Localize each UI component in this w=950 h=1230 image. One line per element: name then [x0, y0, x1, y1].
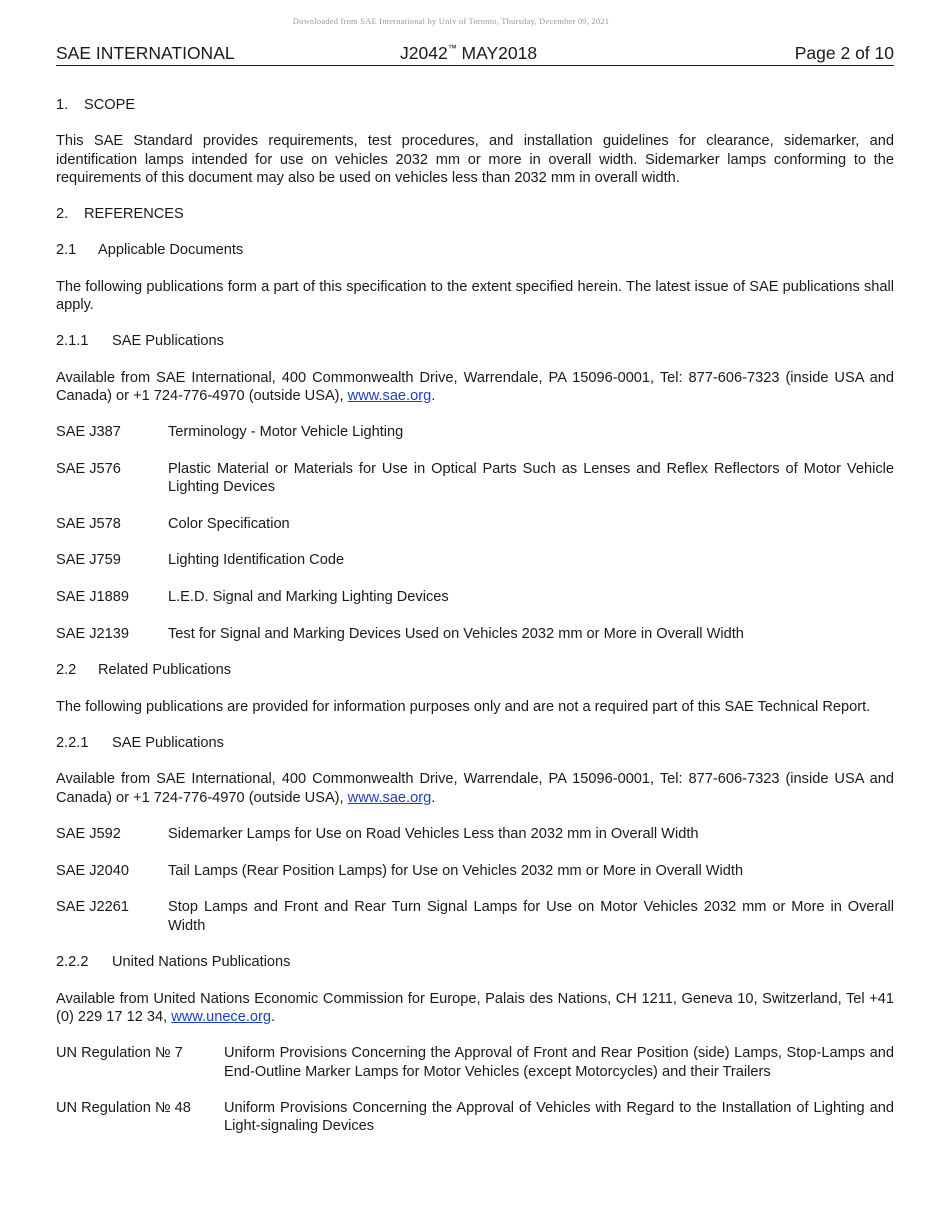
- reference-item: SAE J387 Terminology - Motor Vehicle Lighting: [56, 424, 404, 441]
- reference-item: SAE J2139 Test for Signal and Marking Devices Used on Vehicles 2032 mm or More in Overall Width: [56, 625, 744, 642]
- reference-item: UN Regulation № 48 Uniform Provisions Concerning the Approval of Vehicles with Regard to the Installation of Lighting and Light-signaling Devices: [56, 1100, 894, 1135]
- reference-item: SAE J2261 Stop Lamps and Front and Rear Turn Signal Lamps for Use on Motor Vehicles 2032 mm or More in Overall Width: [56, 899, 894, 934]
- section-related-sae-heading: 2.2.1 SAE Publications: [56, 734, 224, 751]
- section-references-heading: 2. REFERENCES: [56, 206, 184, 223]
- trademark-mark: ™: [447, 43, 457, 53]
- un-availability-paragraph: Available from United Nations Economic Commission for Europe, Palais des Nations, CH 1211, Geneva 10, Switzerland, Tel +41 (0) 229 17 12 34, www.unece.org.: [56, 990, 894, 1026]
- page-header: [56, 43, 894, 66]
- reference-item: SAE J576 Plastic Material or Materials for Use in Optical Parts Such as Lenses and Reflex Reflectors of Motor Vehicle Lighting Devices: [56, 461, 894, 496]
- reference-item: SAE J2040 Tail Lamps (Rear Position Lamps) for Use on Vehicles 2032 mm or More in Overall Width: [56, 862, 744, 879]
- reference-item: SAE J1889 L.E.D. Signal and Marking Lighting Devices: [56, 588, 449, 605]
- scope-paragraph: This SAE Standard provides requirements, test procedures, and installation guidelines for clearance, sidemarker, and identification lamps intended for use on vehicles 2032 mm or more in overall width. Sidemarker lamps conforming to the requirements of this document may also be used on vehicles less than 2032 mm in overall width.: [56, 133, 894, 186]
- sae-website-link[interactable]: www.sae.org: [347, 387, 432, 404]
- section-un-publications-heading: 2.2.2 United Nations Publications: [56, 954, 291, 971]
- section-scope-heading: 1. SCOPE: [56, 97, 136, 113]
- document-body: [56, 96, 894, 1136]
- related-sae-availability-paragraph: Available from SAE International, 400 Commonwealth Drive, Warrendale, PA 15096-0001, Tel: 877-606-7323 (inside USA and Canada) or +1 724-776-4970 (outside USA), www.sae.org.: [56, 771, 894, 806]
- header-page-number: Page 2 of 10: [794, 43, 894, 63]
- header-doc-id: J2042™ MAY2018: [400, 43, 538, 63]
- section-applicable-heading: 2.1 Applicable Documents: [56, 242, 244, 259]
- section-sae-publications-heading: 2.1.1 SAE Publications: [56, 333, 224, 350]
- header-org: SAE INTERNATIONAL: [56, 43, 235, 63]
- related-paragraph: The following publications are provided for information purposes only and are not a required part of this SAE Technical Report.: [56, 698, 871, 715]
- applicable-reference-list: [56, 423, 894, 643]
- un-reference-list: [56, 1044, 894, 1135]
- reference-item: SAE J759 Lighting Identification Code: [56, 552, 345, 569]
- unece-website-link[interactable]: www.unece.org: [171, 1009, 271, 1026]
- related-reference-list: [56, 825, 894, 935]
- reference-item: SAE J592 Sidemarker Lamps for Use on Road Vehicles Less than 2032 mm in Overall Width: [56, 826, 699, 843]
- sae-availability-paragraph: Available from SAE International, 400 Commonwealth Drive, Warrendale, PA 15096-0001, Tel: 877-606-7323 (inside USA and Canada) or +1 724-776-4970 (outside USA), www.sae.org.: [56, 369, 894, 404]
- reference-item: UN Regulation № 7 Uniform Provisions Concerning the Approval of Front and Rear Position (side) Lamps, Stop-Lamps and End-Outline Marker Lamps for Motor Vehicles (except Motorcycles) and their Trailers: [56, 1045, 894, 1080]
- section-related-heading: 2.2 Related Publications: [56, 661, 232, 678]
- applicable-paragraph: The following publications form a part of this specification to the extent specified herein. The latest issue of SAE publications shall apply.: [56, 278, 894, 314]
- download-watermark: Downloaded from SAE International by Univ of Toronto, Thursday, December 09, 2021: [292, 16, 610, 26]
- reference-item: SAE J578 Color Specification: [56, 515, 290, 532]
- sae-website-link[interactable]: www.sae.org: [347, 789, 432, 806]
